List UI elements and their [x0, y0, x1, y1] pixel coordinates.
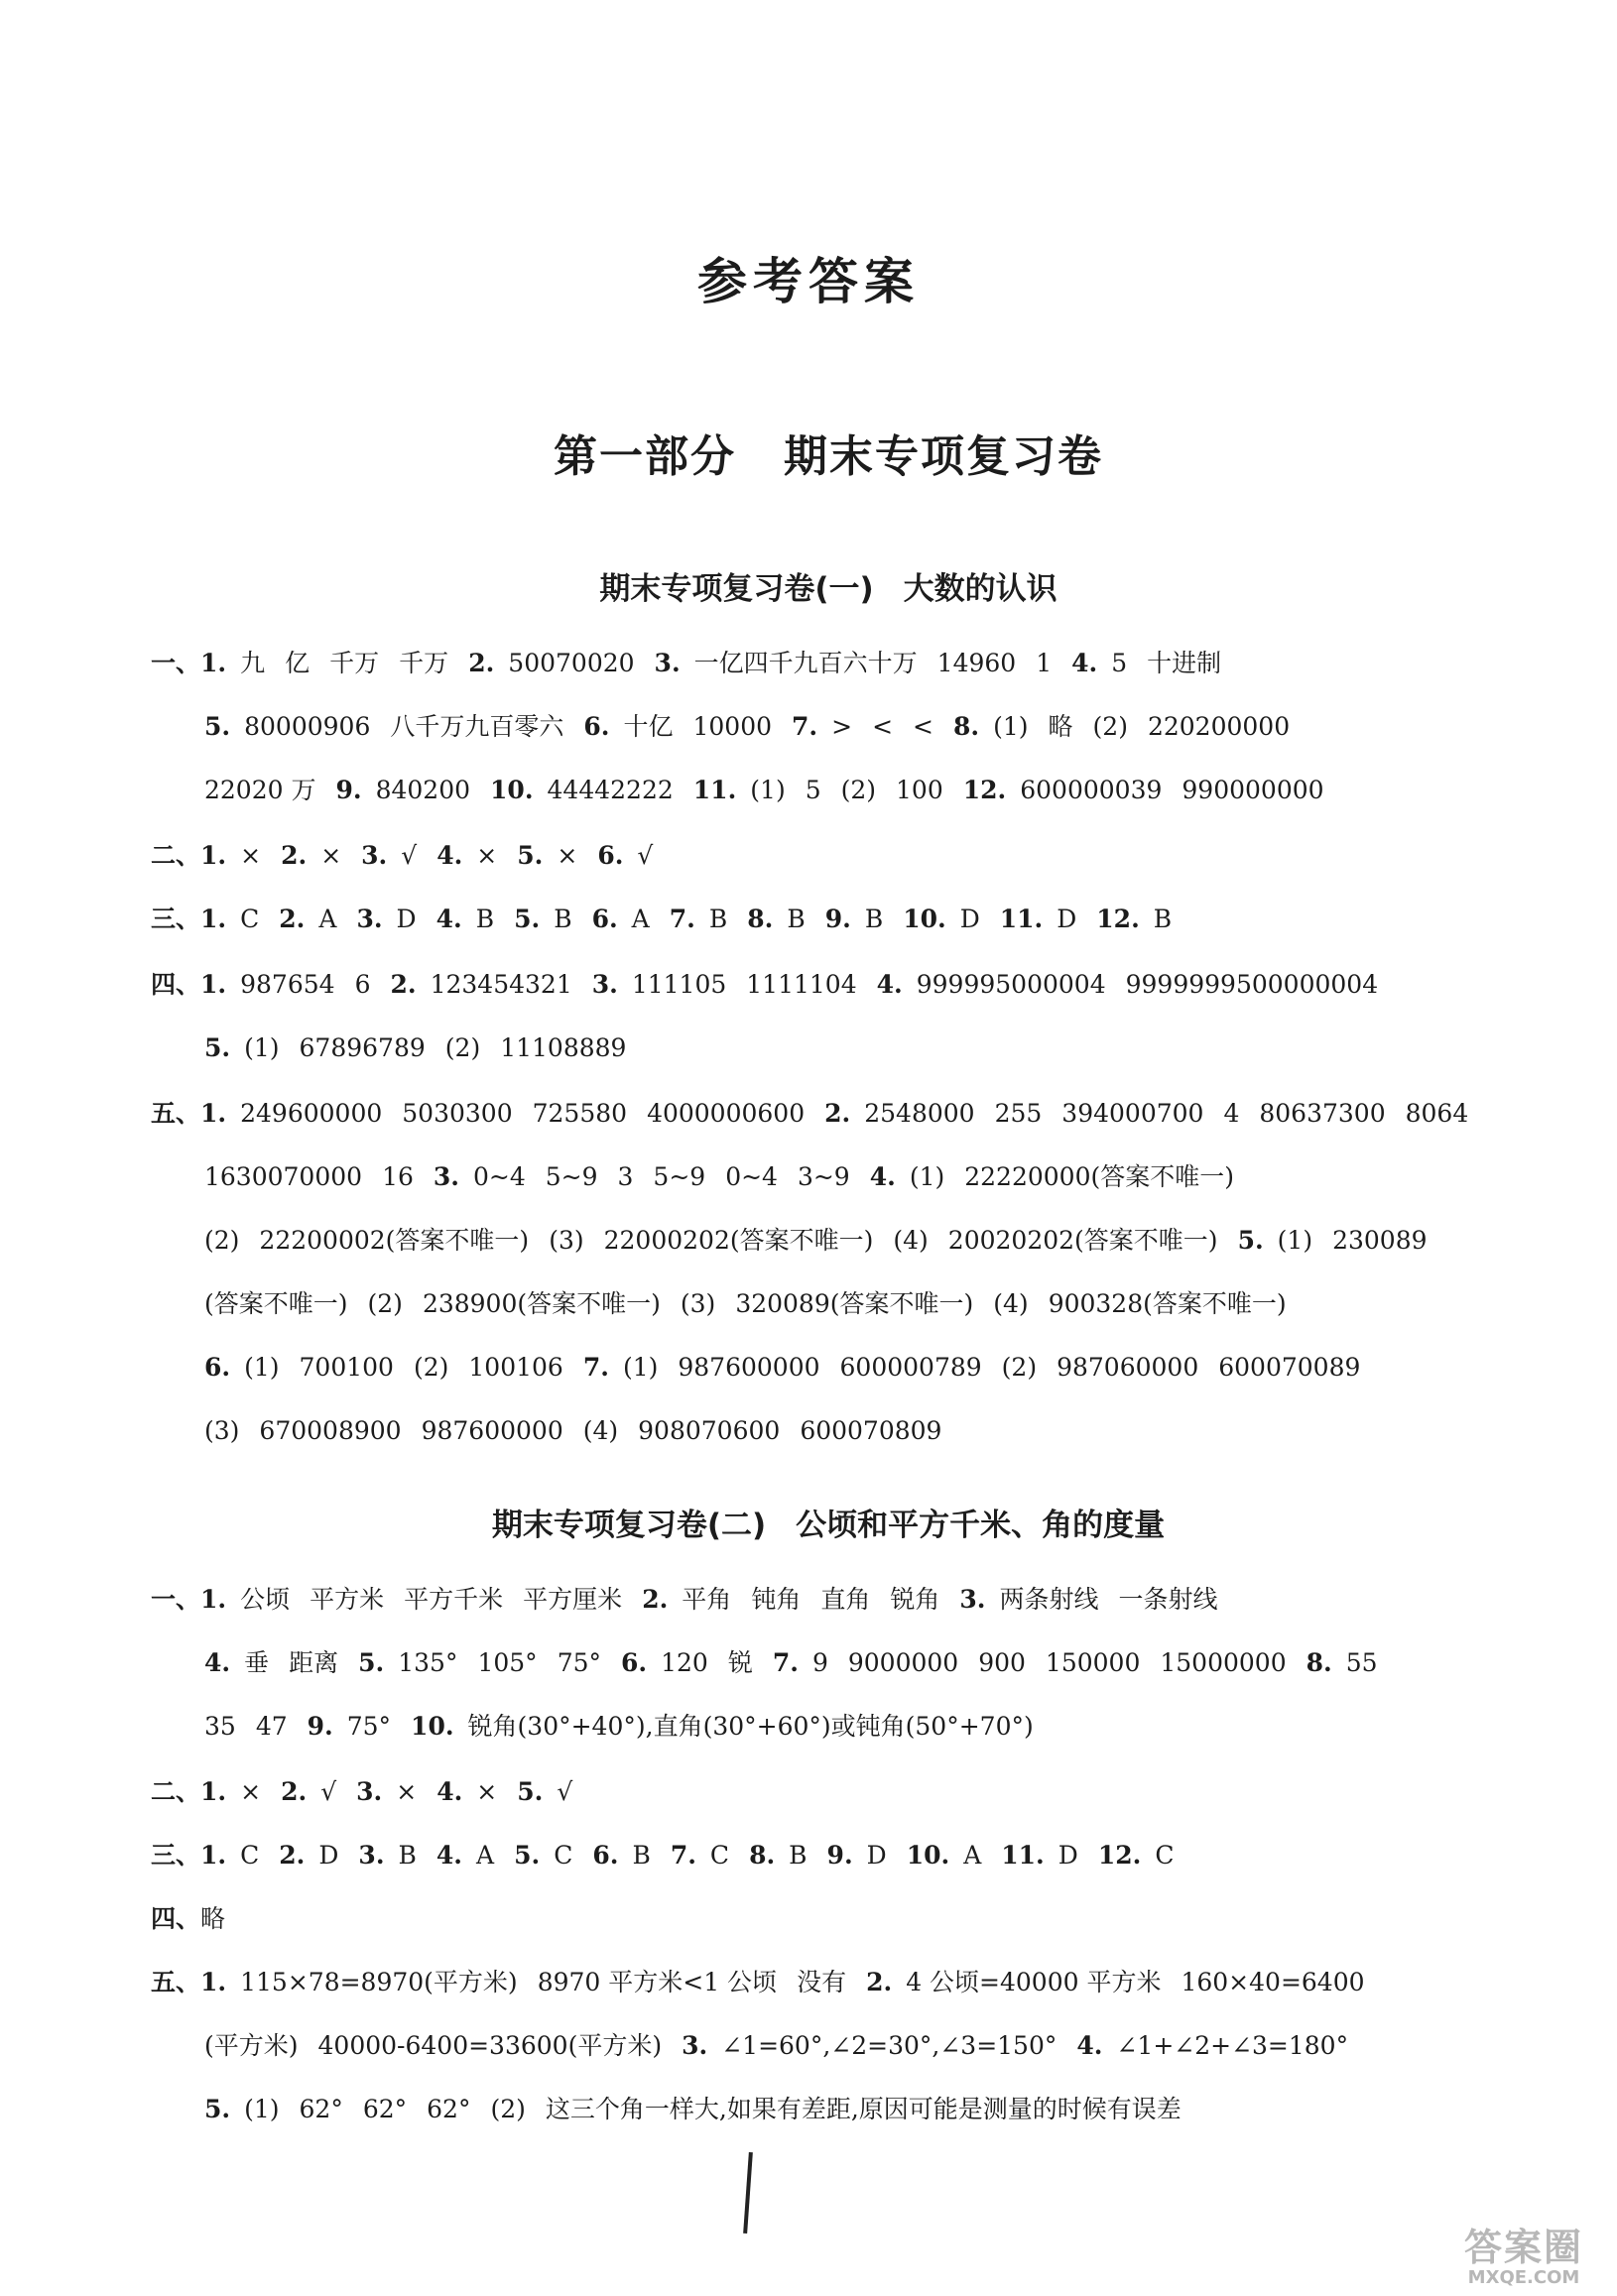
question-group-label: 四、 [151, 970, 201, 999]
answer-text: 锐角 [890, 1585, 940, 1614]
answer-text: 150000 [1045, 1648, 1141, 1677]
answer-text: 35 [204, 1712, 236, 1741]
question-group-label: 五、 [151, 1099, 201, 1128]
answer-text: 135° [398, 1648, 458, 1677]
question-number: 2. [279, 1841, 306, 1870]
answer-text: 123454321 [430, 970, 572, 999]
question-number: 11. [692, 776, 737, 804]
answer-text: C [554, 1841, 573, 1870]
question-number: 5. [204, 712, 231, 741]
answer-text: 75° [346, 1712, 392, 1741]
answer-text: 20020202(答案不唯一) [947, 1226, 1218, 1255]
question-number: 12. [1097, 1841, 1142, 1870]
answer-line [151, 903, 1191, 936]
answer-text: 5~9 [545, 1162, 598, 1191]
question-number: 10. [906, 1841, 950, 1870]
answer-text: (1) [750, 776, 786, 804]
question-number: 6. [204, 1353, 231, 1382]
question-group-label: 二、 [151, 841, 201, 870]
answer-line [204, 710, 1309, 744]
question-group-label: 一、 [151, 649, 201, 677]
answer-text: (2) [490, 2095, 526, 2123]
answer-text: 47 [255, 1712, 288, 1741]
answer-line [151, 1097, 1488, 1131]
answer-text: 千万 [399, 649, 449, 677]
question-group-label: 二、 [151, 1777, 201, 1806]
question-number: 4. [876, 970, 903, 999]
section-label: 期末专项复习卷(二) [491, 1508, 767, 1543]
answer-text: √ [401, 841, 418, 870]
answer-line [204, 2029, 1368, 2063]
answer-text: 44442222 [547, 776, 674, 804]
watermark-logo: 答案圈 [1463, 2226, 1583, 2269]
answer-text: 略 [200, 1904, 226, 1933]
answer-text: (1) [244, 2095, 280, 2123]
watermark-url: MXQE.COM [1467, 2267, 1580, 2288]
question-number: 5. [204, 1033, 231, 1062]
watermark [1444, 2227, 1603, 2288]
answer-text: 40000-6400=33600(平方米) [317, 2031, 663, 2060]
question-number: 6. [591, 905, 618, 933]
answer-text: 840200 [375, 776, 471, 804]
answer-text: 249600000 [240, 1099, 383, 1128]
question-number: 7. [582, 1353, 609, 1382]
answer-text: × [320, 841, 342, 870]
answer-text: B [1153, 905, 1173, 933]
answer-text: 100 [896, 776, 943, 804]
answer-line [204, 774, 1344, 807]
answer-text: 238900(答案不唯一) [422, 1289, 661, 1318]
question-number: 1. [200, 1585, 227, 1614]
answer-text: (3) [680, 1289, 716, 1318]
answer-text: ∠1=60°,∠2=30°,∠3=150° [721, 2031, 1057, 2060]
answer-text: 5 [1111, 649, 1128, 677]
question-number: 5. [1237, 1226, 1264, 1255]
answer-text: 100106 [468, 1353, 563, 1382]
answer-text: 9999999500000004 [1125, 970, 1379, 999]
answer-text: C [240, 905, 260, 933]
answer-text: D [396, 905, 417, 933]
answer-text: D [1057, 1841, 1078, 1870]
question-number: 2. [279, 905, 306, 933]
answer-text: 67896789 [299, 1033, 426, 1062]
part-heading [0, 421, 1617, 484]
question-number: 4. [869, 1162, 896, 1191]
answer-line [204, 1414, 961, 1448]
answer-text: 4 [1223, 1099, 1240, 1128]
answer-text: 8064 [1405, 1099, 1469, 1128]
question-number: 4. [435, 905, 462, 933]
answer-text: 垂 [244, 1648, 270, 1677]
answer-text: (2) [204, 1226, 240, 1255]
question-number: 2. [642, 1585, 669, 1614]
question-number: 4. [436, 1777, 463, 1806]
answer-text: < [913, 712, 933, 741]
answer-text: 公顷 [240, 1585, 291, 1614]
question-number: 10. [411, 1712, 454, 1741]
answer-text: 908070600 [638, 1416, 781, 1445]
question-number: 8. [749, 1841, 776, 1870]
question-number: 3. [682, 2031, 708, 2060]
question-number: 5. [514, 1841, 541, 1870]
question-number: 1. [200, 1777, 227, 1806]
answer-text: 50070020 [508, 649, 635, 677]
answer-text: D [318, 1841, 339, 1870]
answer-line [204, 1646, 1398, 1680]
answer-text: 22200002(答案不唯一) [259, 1226, 530, 1255]
answer-text: 9000000 [847, 1648, 959, 1677]
answer-text: B [398, 1841, 417, 1870]
answer-text: 725580 [532, 1099, 628, 1128]
answer-text: 没有 [797, 1968, 847, 1996]
answer-line [204, 1031, 646, 1065]
answer-text: 钝角 [751, 1585, 802, 1614]
question-number: 8. [1306, 1648, 1332, 1677]
answer-line [151, 1966, 1385, 1999]
answer-text: 八千万九百零六 [390, 712, 564, 741]
answer-text: × [476, 841, 498, 870]
question-number: 3. [591, 970, 618, 999]
answer-text: 230089 [1332, 1226, 1428, 1255]
answer-text: (2) [840, 776, 877, 804]
answer-line [204, 1224, 1447, 1258]
question-number: 12. [962, 776, 1007, 804]
answer-text: 0~4 [472, 1162, 526, 1191]
answer-text: A [963, 1841, 982, 1870]
answer-text: 987060000 [1057, 1353, 1199, 1382]
question-number: 1. [200, 970, 227, 999]
answer-text: 1630070000 [204, 1162, 363, 1191]
question-number: 1. [200, 1841, 227, 1870]
question-number: 6. [592, 1841, 619, 1870]
question-number: 1. [200, 649, 227, 677]
question-number: 3. [356, 1777, 383, 1806]
answer-text: 略 [1048, 712, 1073, 741]
answer-text: 1111104 [746, 970, 857, 999]
answer-text: (2) [1001, 1353, 1038, 1382]
answer-text: 600000789 [839, 1353, 982, 1382]
question-number: 4. [1071, 649, 1098, 677]
answer-text: 平方千米 [404, 1585, 504, 1614]
answer-line [151, 1775, 592, 1809]
question-number: 3. [654, 649, 681, 677]
question-number: 11. [999, 905, 1044, 933]
answer-text: B [787, 905, 806, 933]
question-number: 6. [597, 841, 624, 870]
question-number: 12. [1096, 905, 1140, 933]
answer-text: 3 [617, 1162, 634, 1191]
answer-line [204, 2093, 1201, 2126]
answer-text: C [240, 1841, 260, 1870]
answer-text: (3) [549, 1226, 584, 1255]
answer-text: (1) [244, 1353, 280, 1382]
question-group-label: 三、 [151, 905, 201, 933]
question-number: 1. [200, 905, 227, 933]
answer-line [204, 1710, 1054, 1744]
answer-text: × [240, 1777, 262, 1806]
answer-text: 15000000 [1160, 1648, 1287, 1677]
answer-text: D [866, 1841, 887, 1870]
answer-text: × [476, 1777, 498, 1806]
answer-text: C [709, 1841, 730, 1870]
answer-text: 55 [1345, 1648, 1378, 1677]
answer-line [204, 1351, 1380, 1385]
answer-text: × [240, 841, 262, 870]
answer-line [151, 1902, 245, 1936]
answer-text: 900328(答案不唯一) [1048, 1289, 1287, 1318]
answer-text: 0~4 [725, 1162, 778, 1191]
answer-line [151, 1839, 1193, 1873]
question-number: 3. [959, 1585, 986, 1614]
question-number: 2. [281, 1777, 308, 1806]
answer-text: 十进制 [1147, 649, 1222, 677]
answer-text: 9 [811, 1648, 828, 1677]
answer-text: 5 [805, 776, 821, 804]
answer-text: A [318, 905, 337, 933]
question-number: 9. [335, 776, 362, 804]
answer-text: (平方米) [204, 2031, 299, 2060]
question-number: 3. [361, 841, 388, 870]
page-title: 参考答案 [697, 253, 920, 310]
answer-text: B [475, 905, 495, 933]
question-number: 4. [204, 1648, 231, 1677]
answer-text: 700100 [299, 1353, 394, 1382]
answer-text: 锐角(30°+40°),直角(30°+60°)或钝角(50°+70°) [467, 1712, 1034, 1741]
answer-line [151, 968, 1398, 1002]
answer-text: A [476, 1841, 495, 1870]
answer-text: D [1057, 905, 1077, 933]
question-number: 8. [953, 712, 980, 741]
answer-text: 600070809 [800, 1416, 942, 1445]
answer-text: 九 [240, 649, 266, 677]
answer-text: √ [637, 841, 654, 870]
answer-text: 距离 [289, 1648, 339, 1677]
question-number: 10. [903, 905, 946, 933]
answer-text: 两条射线 [999, 1585, 1099, 1614]
answer-text: 62° [427, 2095, 471, 2123]
answer-text: 987654 [240, 970, 335, 999]
answer-text: 220200000 [1147, 712, 1291, 741]
answer-text: 5~9 [653, 1162, 706, 1191]
answer-text: 670008900 [259, 1416, 402, 1445]
question-group-label: 三、 [151, 1841, 201, 1870]
answer-text: C [1155, 1841, 1175, 1870]
answer-text: 4 公顷=40000 平方米 [906, 1968, 1162, 1996]
answer-text: 平方厘米 [523, 1585, 623, 1614]
question-number: 5. [358, 1648, 385, 1677]
answer-text: 锐 [727, 1648, 753, 1677]
section-heading-2 [0, 1500, 1617, 1544]
answer-text: × [557, 841, 578, 870]
answer-text: 10000 [692, 712, 773, 741]
question-number: 10. [490, 776, 534, 804]
answer-text: D [959, 905, 980, 933]
answer-text: 亿 [285, 649, 311, 677]
answer-text: (1) [244, 1033, 280, 1062]
answer-line [204, 1160, 1254, 1194]
answer-text: √ [557, 1777, 573, 1806]
answer-text: 987600000 [678, 1353, 820, 1382]
answer-text: 80000906 [244, 712, 371, 741]
section-name: 大数的认识 [903, 571, 1057, 607]
answer-text: (2) [1092, 712, 1128, 741]
answer-text: 160×40=6400 [1181, 1968, 1365, 1996]
answer-text: ∠1+∠2+∠3=180° [1116, 2031, 1349, 2060]
question-number: 11. [1001, 1841, 1045, 1870]
answer-text: 900 [978, 1648, 1026, 1677]
page-number-mark [743, 2152, 753, 2234]
answer-text: B [632, 1841, 651, 1870]
section-heading-1 [0, 563, 1617, 608]
answer-text: 105° [477, 1648, 538, 1677]
part-label: 第一部分 [554, 431, 736, 482]
question-number: 1. [200, 841, 227, 870]
answer-text: 8970 平方米<1 公顷 [537, 1968, 778, 1996]
answer-text: (1) [1277, 1226, 1313, 1255]
part-name: 期末专项复习卷 [784, 431, 1103, 482]
question-number: 5. [517, 841, 544, 870]
question-number: 7. [669, 905, 695, 933]
answer-text: B [789, 1841, 808, 1870]
answer-text: 22020 万 [204, 776, 316, 804]
answer-text: 394000700 [1061, 1099, 1204, 1128]
question-number: 5. [514, 905, 541, 933]
answer-text: 22000202(答案不唯一) [603, 1226, 874, 1255]
section-name: 公顷和平方千米、角的度量 [796, 1508, 1166, 1543]
question-number: 5. [517, 1777, 544, 1806]
answer-text: 14960 [936, 649, 1017, 677]
question-group-label: 一、 [151, 1585, 201, 1614]
answer-text: 16 [382, 1162, 414, 1191]
answer-text: 115×78=8970(平方米) [240, 1968, 518, 1996]
answer-text: 平角 [682, 1585, 732, 1614]
answer-text: A [631, 905, 650, 933]
question-number: 2. [866, 1968, 893, 1996]
answer-text: (2) [367, 1289, 403, 1318]
answer-text: 80637300 [1259, 1099, 1386, 1128]
answer-text: 1 [1036, 649, 1053, 677]
answer-text: 120 [661, 1648, 708, 1677]
answer-text: 255 [994, 1099, 1043, 1128]
answer-text: (4) [993, 1289, 1029, 1318]
answer-text: (2) [444, 1033, 481, 1062]
answer-line [151, 1583, 1238, 1617]
question-number: 9. [826, 1841, 853, 1870]
question-number: 6. [621, 1648, 648, 1677]
question-number: 4. [435, 1841, 463, 1870]
question-number: 2. [281, 841, 308, 870]
question-number: 1. [200, 1099, 227, 1128]
question-number: 5. [204, 2095, 231, 2123]
answer-text: 6 [354, 970, 371, 999]
question-number: 8. [747, 905, 774, 933]
question-number: 3. [356, 905, 383, 933]
answer-line [204, 1287, 1306, 1321]
question-number: 2. [468, 649, 495, 677]
question-number: 9. [307, 1712, 333, 1741]
question-number: 7. [792, 712, 818, 741]
answer-text: 987600000 [421, 1416, 563, 1445]
answer-text: 62° [362, 2095, 408, 2123]
answer-text: 75° [557, 1648, 601, 1677]
answer-text: 一亿四千九百六十万 [693, 649, 918, 677]
answer-text: (答案不唯一) [204, 1289, 348, 1318]
answer-text: 320089(答案不唯一) [735, 1289, 974, 1318]
answer-text: (1) [909, 1162, 945, 1191]
answer-text: (1) [622, 1353, 659, 1382]
question-number: 4. [436, 841, 463, 870]
answer-text: (3) [204, 1416, 240, 1445]
answer-text: 3~9 [797, 1162, 850, 1191]
question-number: 7. [670, 1841, 696, 1870]
answer-text: 11108889 [500, 1033, 627, 1062]
answer-text: B [554, 905, 572, 933]
question-number: 6. [583, 712, 610, 741]
section-label: 期末专项复习卷(一) [599, 571, 874, 607]
answer-text: 22220000(答案不唯一) [964, 1162, 1235, 1191]
answer-text: 十亿 [623, 712, 674, 741]
answer-line [151, 647, 1241, 680]
answer-text: 600070089 [1218, 1353, 1361, 1382]
answer-text: (4) [582, 1416, 619, 1445]
answer-text: 600000039 [1020, 776, 1163, 804]
answer-text: √ [320, 1777, 337, 1806]
answer-text: > [831, 712, 853, 741]
answer-text: 平方米 [310, 1585, 385, 1614]
answer-text: 62° [299, 2095, 343, 2123]
question-number: 7. [772, 1648, 799, 1677]
answer-text: (1) [993, 712, 1029, 741]
answer-text: 999995000004 [916, 970, 1106, 999]
answer-text: < [872, 712, 894, 741]
answer-text: 111105 [631, 970, 727, 999]
question-group-label: 四、 [151, 1904, 201, 1933]
question-number: 3. [358, 1841, 385, 1870]
question-number: 2. [390, 970, 417, 999]
answer-text: 直角 [820, 1585, 871, 1614]
answer-text: 这三个角一样大,如果有差距,原因可能是测量的时候有误差 [545, 2095, 1182, 2123]
answer-text: (4) [893, 1226, 929, 1255]
answer-text: 2548000 [864, 1099, 975, 1128]
question-number: 9. [824, 905, 851, 933]
question-number: 1. [200, 1968, 227, 1996]
answer-text: × [396, 1777, 418, 1806]
answer-text: B [708, 905, 728, 933]
answer-text: 990000000 [1182, 776, 1324, 804]
question-number: 3. [433, 1162, 459, 1191]
answer-text: 4000000600 [647, 1099, 806, 1128]
answer-text: 5030300 [402, 1099, 513, 1128]
answer-text: 千万 [329, 649, 380, 677]
question-number: 4. [1076, 2031, 1103, 2060]
question-group-label: 五、 [151, 1968, 201, 1996]
answer-text: B [864, 905, 884, 933]
answer-line [151, 839, 673, 873]
answer-text: 一条射线 [1118, 1585, 1218, 1614]
question-number: 2. [824, 1099, 851, 1128]
answer-text: (2) [413, 1353, 449, 1382]
